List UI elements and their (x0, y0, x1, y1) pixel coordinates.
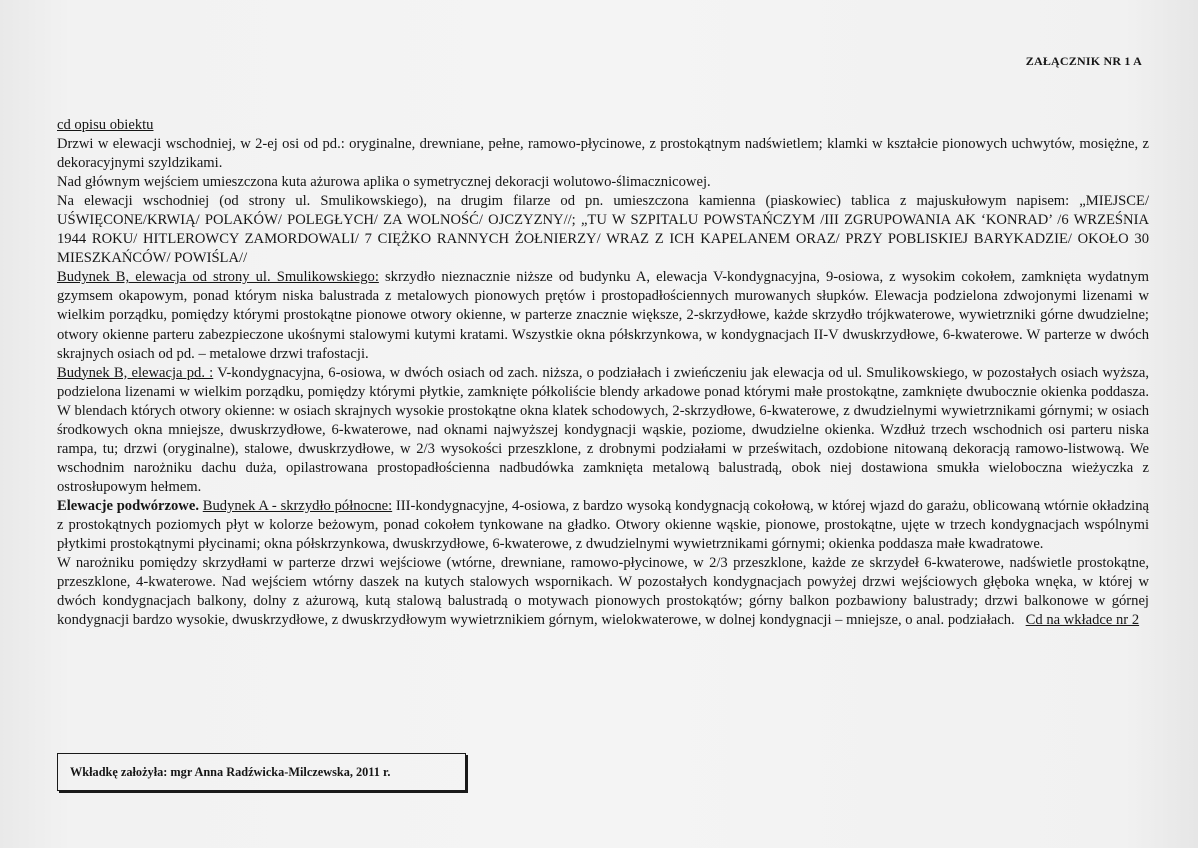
courtyard-heading: Elewacje podwórzowe. (57, 497, 199, 514)
paragraph-main-entrance: Nad głównym wejściem umieszczona kuta ażurowa aplika o symetrycznej dekoracji wolutowo-ślimacznicowej. (57, 174, 711, 191)
paragraph-courtyard (57, 497, 1149, 554)
building-b-south-heading: Budynek B, elewacja pd. : (57, 364, 214, 381)
continuation-heading-text: cd opisu obiektu (57, 117, 154, 133)
corner-text: W narożniku pomiędzy skrzydłami w parterze drzwi wejściowe (wtórne, drewniane, ramowo-płycinowe, w 2/3 przeszklone, każde ze skrzydeł 6-kwaterowe, nadświetle prostokątne, przeszklone, 4-kwaterowe. Nad wejściem wtórny daszek na kutych stalowych wspornikach. W pozostałych kondygnacjach powyżej drzwi wejściowych głęboka wnęka, w której w dwóch kondygnacjach balkony, dolny z ażurową, kutą stalową balustradą o motywach pionowych prostokątów; górny balkon pozbawiony balustrady; drzwi balkonowe w górnej kondygnacji bardzo wysokie, dwuskrzydłowe, z dwuskrzydłowym wywietrznikiem górnym, wielokwaterowe, w dolnej kondygnacji – mniejsze, o anal. podziałach. (57, 555, 1153, 629)
document-body (57, 116, 1153, 630)
continued-note: Cd na wkładce nr 2 (1025, 612, 1140, 629)
corner-gap (1015, 612, 1026, 628)
courtyard-text: III-kondygnacyjne, 4-osiowa, z bardzo wysoką kondygnacją cokołową, w której wjazd do garażu, oblicowaną wtórnie okładziną z prostokątnych poziomych płyt w kolorze beżowym, ponad cokołem tynkowane na gładko. Otwory okienne wąskie, pionowe, prostokątne, ujęte w trzech kondygnacjach wspólnymi płytkimi prostokątnymi płycinami; okna półskrzynkowa, dwuskrzydłowe, 6-kwaterowe, z dwudzielnymi wywietrznikami górnymi; okienka poddasza małe kwadratowe. (57, 497, 1149, 553)
paragraph-doors-east: Drzwi w elewacji wschodniej, w 2-ej osi od pd.: oryginalne, drewniane, pełne, ramowo-płycinowe, z prostokątnym nadświetlem; klamki w kształcie pionowych uchwytów, mosiężne, z dekoracyjnymi szyldzikami. (57, 136, 1149, 172)
paragraph-building-b-smulikowskiego (57, 268, 1149, 363)
author-box (57, 753, 466, 791)
courtyard-subheading: Budynek A - skrzydło północne: (202, 497, 393, 514)
building-b-smulikowskiego-text: skrzydło nieznacznie niższe od budynku A, elewacja V-kondygnacyjna, 9-osiowa, z wysokim cokołem, zamknięta wydatnym gzymsem okapowym, ponad którym niska balustrada z metalowych pionowych prętów i prostopadłościennych murowanych słupków. Elewacja podzielona zdwojonymi lizenami w wielkim porządku, pomiędzy którymi prostokątne pionowe otwory okienne, w parterze znacznie większe, 2-skrzydłowe, każde skrzydło trójkwaterowe, wywietrzniki górne dwudzielne; otwory okienne parteru zabezpieczone ukośnymi stalowymi kutymi kratami. Wszystkie okna półskrzynkowa, w kondygnacjach II-V dwuskrzydłowe, 6-kwaterowe. W parterze w dwóch skrajnych osiach od pd. – metalowe drzwi trafostacji. (57, 269, 1149, 362)
paragraph-corner (57, 554, 1153, 630)
author-text: Wkładkę założyła: mgr Anna Radźwicka-Milczewska, 2011 r. (70, 764, 391, 779)
continuation-heading (57, 116, 1149, 135)
building-b-smulikowskiego-heading: Budynek B, elewacja od strony ul. Smulikowskiego: (57, 269, 379, 286)
annex-label: ZAŁĄCZNIK NR 1 A (1025, 54, 1142, 68)
building-b-south-text: V-kondygnacyjna, 6-osiowa, w dwóch osiach od zach. niższa, o podziałach i zwieńczeniu jak elewacja od ul. Smulikowskiego, w pozostałych osiach wyższa, podzielona lizenami w wielkim porządku, pomiędzy którymi płytkie, zamknięte półkoliście blendy arkadowe ponad którymi małe prostokątne, zamknięte dwubocznie okienka poddasza. W blendach których otwory okienne: w osiach skrajnych wysokie prostokątne okna klatek schodowych, 2-skrzydłowe, 6-kwaterowe, z dwudzielnymi wywietrznikami górnymi; w osiach środkowych okna mniejsze, dwuskrzydłowe, 6-kwaterowe, nad oknami najwyższej kondygnacji wąskie, poziome, dwudzielne okienka. Wzdłuż trzech wschodnich osi parteru niska rampa, tu; drzwi (oryginalne), stalowe, dwuskrzydłowe, w 2/3 wysokości przeszklone, z drobnymi podziałami w prześwitach, ozdobione nitowaną dekoracją ramowo-listwową. We wschodnim narożniku dachu duża, opilastrowana prostopadłościenna nadbudówka zamknięta metalową balustradą, obok niej dostawiona smukła wieloboczna wieżyczka z ostrosłupowym hełmem. (57, 364, 1149, 495)
paragraph-building-b-south (57, 364, 1149, 497)
paragraph-plaque: Na elewacji wschodniej (od strony ul. Smulikowskiego), na drugim filarze od pn. umieszczona kamienna (piaskowiec) tablica z majuskułowym napisem: „MIEJSCE/ UŚWIĘCONE/KRWIĄ/ POLAKÓW/ POLEGŁYCH/ ZA WOLNOŚĆ/ OJCZYZNY//; „TU W SZPITALU POWSTAŃCZYM /III ZGRUPOWANIA AK ‘KONRAD’ /6 WRZEŚNIA 1944 ROKU/ HITLEROWCY ZAMORDOWALI/ 7 CIĘŻKO RANNYCH ŻOŁNIERZY/ WRAZ Z ICH KAPELANEM ORAZ/ PRZY POBLISKIEJ BARYKADZIE/ OKOŁO 30 MIESZKAŃCÓW/ POWIŚLA// (57, 193, 1149, 267)
